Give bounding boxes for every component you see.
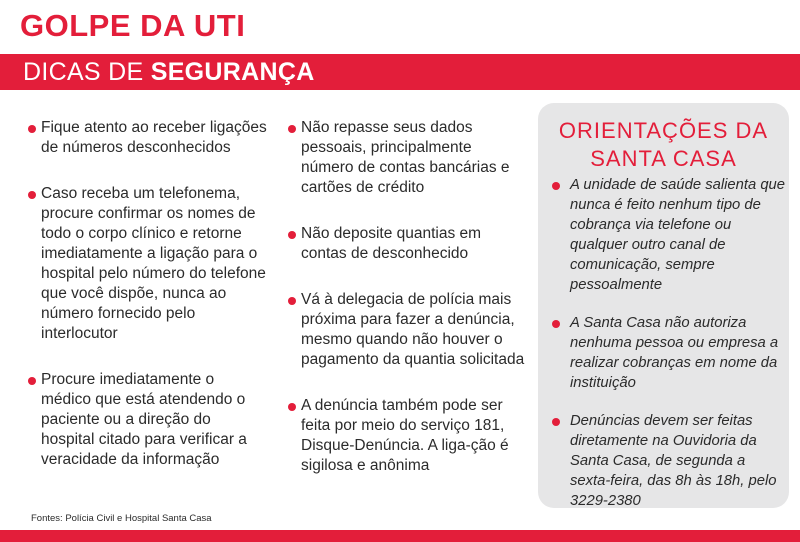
page-title: GOLPE DA UTI (20, 8, 246, 43)
guidance-item (550, 313, 786, 393)
guidance-text: Denúncias devem ser feitas diretamente na Ouvidoria da Santa Casa, de segunda a sexta-feira, das 8h às 18h, pelo 3229-2380 (570, 413, 777, 509)
tip-text: Não repasse seus dados pessoais, principalmente número de contas bancárias e cartões de crédito (301, 119, 510, 196)
banner-title (23, 58, 315, 87)
guidance-text: A Santa Casa não autoriza nenhuma pessoa ou empresa a realizar cobranças em nome da instituição (570, 315, 779, 391)
tip-item (288, 118, 528, 198)
guidance-item (550, 175, 786, 295)
bullet-dot-icon (288, 231, 296, 239)
tip-item (288, 290, 528, 370)
tips-column-left (28, 118, 268, 496)
tip-item (288, 396, 528, 476)
tip-text: A denúncia também pode ser feita por meio do serviço 181, Disque-Denúncia. A liga-ção é sigilosa e anônima (301, 397, 509, 474)
guidance-title-line-2: SANTA CASA (590, 146, 737, 171)
bullet-dot-icon (288, 403, 296, 411)
bullet-dot-icon (28, 125, 36, 133)
banner-title-bold: SEGURANÇA (150, 58, 315, 86)
tip-text: Não deposite quantias em contas de desconhecido (301, 225, 482, 262)
source-credit: Fontes: Polícia Civil e Hospital Santa Casa (31, 513, 212, 524)
tip-text: Fique atento ao receber ligações de números desconhecidos (41, 119, 267, 156)
guidance-text: A unidade de saúde salienta que nunca é feito nenhum tipo de cobrança via telefone ou qualquer outro canal de comunicação, sempre pessoalmente (570, 177, 786, 293)
tip-item (28, 184, 268, 344)
tip-text: Procure imediatamente o médico que está atendendo o paciente ou a direção do hospital citado para verificar a veracidade da informação (41, 371, 247, 468)
tip-item (28, 370, 268, 470)
bullet-dot-icon (28, 191, 36, 199)
section-banner (0, 54, 800, 90)
tip-item (28, 118, 268, 158)
guidance-item (550, 411, 786, 511)
tips-column-middle (288, 118, 528, 502)
tip-text: Caso receba um telefonema, procure confirmar os nomes de todo o corpo clínico e retorne imediatamente a ligação para o hospital pelo número do telefone que você dispõe, nunca ao número fornecido pelo interlocutor (41, 185, 266, 342)
tip-item (288, 224, 528, 264)
bullet-dot-icon (28, 377, 36, 385)
santa-casa-guidance-box (538, 103, 789, 508)
bottom-accent-bar (0, 530, 800, 542)
banner-title-light: DICAS DE (23, 58, 151, 86)
bullet-dot-icon (552, 320, 560, 328)
bullet-dot-icon (552, 182, 560, 190)
guidance-box-title (538, 117, 789, 173)
guidance-title-line-1: ORIENTAÇÕES DA (558, 118, 769, 143)
tip-text: Vá à delegacia de polícia mais próxima para fazer a denúncia, mesmo quando não houver o pagamento da quantia solicitada (301, 291, 525, 368)
bullet-dot-icon (288, 297, 296, 305)
bullet-dot-icon (288, 125, 296, 133)
bullet-dot-icon (552, 418, 560, 426)
guidance-list (550, 175, 786, 529)
